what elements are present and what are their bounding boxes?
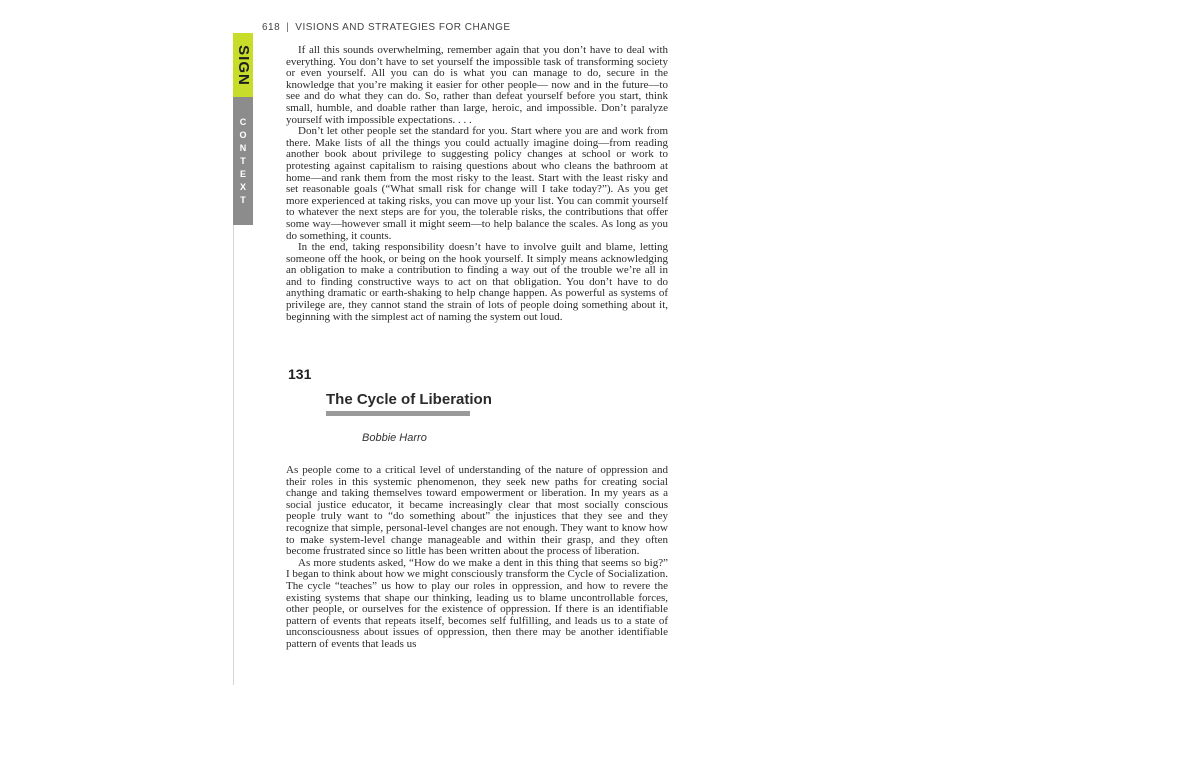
side-tab-word: SIGN (234, 44, 252, 86)
article-number: 131 (288, 366, 312, 382)
article-author: Bobbie Harro (362, 432, 427, 444)
running-head (262, 22, 511, 33)
paragraph: In the end, taking responsibility doesn’t have to involve guilt and blame, letting someone off the hook, or being on the hook yourself. It simply means acknowledging an obligation to make a contribution to finding a way out of the trouble we’re all in and to finding constructive ways to act on that obligation. You don’t have to do anything dramatic or earth-shaking to help change happen. As powerful as systems of privilege are, they cannot stand the strain of lots of people doing something about it, beginning with the simplest act of naming the system out loud. (286, 241, 668, 323)
side-tab-letter: X (239, 181, 246, 192)
running-head-separator: | (286, 22, 290, 33)
paragraph: As more students asked, “How do we make a dent in this thing that seems so big?” I began to think about how we might consciously transform the Cycle of Socialization. The cycle “teaches” us how to play our roles in oppression, and how to revere the existing systems that shape our thinking, leading us to blame uncontrollable forces, other people, or ourselves for the existence of oppression. If there is an identifiable pattern of events that repeats itself, becomes self fulfilling, and leads us to a state of unconsciousness about issues of oppression, then there may be another identifiable pattern of events that leads us (286, 556, 668, 650)
section-title: VISIONS AND STRATEGIES FOR CHANGE (295, 22, 511, 33)
section-side-tab (233, 33, 253, 205)
side-tab-letter: T (240, 194, 246, 205)
side-tab-letter: C (239, 116, 247, 127)
side-tab-green (233, 33, 253, 97)
side-tab-grey (233, 97, 253, 225)
article-title: The Cycle of Liberation (326, 391, 492, 408)
paragraph: As people come to a critical level of understanding of the nature of oppression and their roles in this systemic phenomenon, they seek new paths for creating social change and taking themselves toward empowerment or liberation. In my years as a social justice educator, it became increasingly clear that most socially conscious people truly want to “do something about” the injustices that they see and they recognize that simple, personal-level changes are not enough. They want to know how to make system-level change manageable and within their grasp, and they often become frustrated since so little has been written about the process of liberation. (286, 464, 668, 558)
title-underline-bar (326, 411, 470, 416)
side-tab-letter: E (239, 168, 246, 179)
paragraph: Don’t let other people set the standard for you. Start where you are and work from there. Make lists of all the things you could actually imagine doing—from reading another book about privilege to suggesting policy changes at school or work to protesting against capitalism to raising questions about who cleans the bathroom at home—and rank them from the most risky to the least. Start with the least risky and set reasonable goals (“What small risk for change will I take today?”). As you get more experienced at taking risks, you can move up your list. You can commit yourself to whatever the next steps are for you, the tolerable risks, the contributions that offer some way—however small it might seem—to help balance the scales. As long as you do something, it counts. (286, 125, 668, 242)
page-number: 618 (262, 22, 281, 33)
side-tab-letter: N (239, 142, 247, 153)
previous-article-text (286, 45, 668, 323)
side-tab-letter: T (240, 155, 246, 166)
article-body (286, 465, 668, 651)
paragraph: If all this sounds overwhelming, remember again that you don’t have to deal with everything. You don’t have to set yourself the impossible task of transforming society or even yourself. All you can do is what you can manage to do, secure in the knowledge that you’re making it easier for other people— now and in the future—to see and do what they can do. So, rather than defeat yourself before you start, think small, humble, and doable rather than large, heroic, and impossible. Don’t paralyze yourself with impossible expectations. . . . (286, 44, 668, 126)
side-tab-letter: O (239, 129, 247, 140)
